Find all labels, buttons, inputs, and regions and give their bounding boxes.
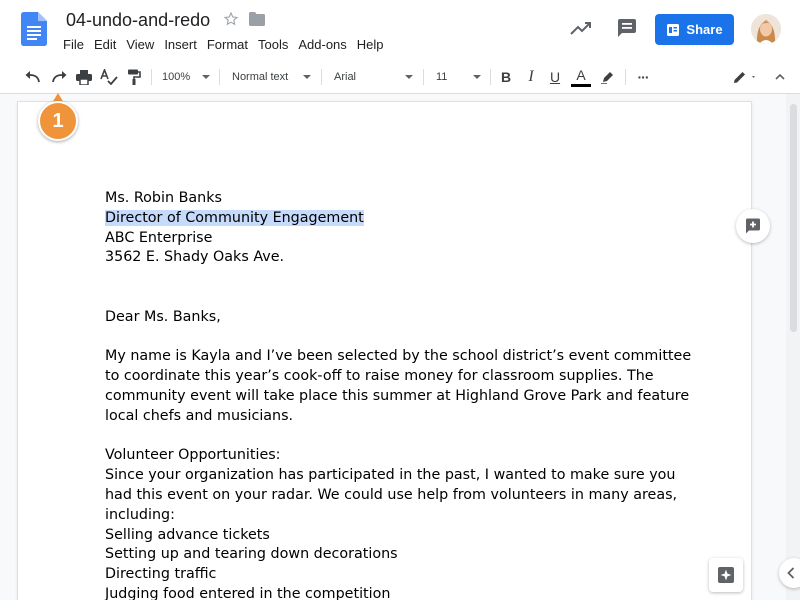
more-options-label: ··· (637, 69, 649, 85)
menu-tools[interactable]: Tools (258, 37, 289, 52)
paragraph-style-select[interactable] (232, 60, 314, 94)
underline-button[interactable] (544, 60, 566, 94)
side-panel-toggle[interactable] (779, 558, 800, 588)
menu-add-ons[interactable]: Add-ons (298, 37, 347, 52)
doc-blank-line (105, 268, 685, 288)
doc-line: My name is Kayla and I’ve been selected by the school district’s event committee (105, 348, 692, 365)
doc-line: Directing traffic (105, 566, 217, 583)
doc-line: Dear Ms. Banks, (105, 308, 221, 325)
spellcheck-icon[interactable] (98, 60, 120, 94)
editing-mode-button[interactable] (728, 60, 762, 94)
italic-label: I (528, 68, 534, 85)
highlight-pen-icon[interactable] (597, 60, 619, 94)
doc-line: to coordinate this year’s cook-off to raise money for classroom supplies. The (105, 368, 654, 385)
text-color-label: A (576, 66, 586, 83)
document-body[interactable] (105, 189, 692, 600)
doc-line: ABC Enterprise (105, 229, 213, 246)
font-size-value: 11 (436, 71, 448, 83)
print-icon[interactable] (73, 60, 95, 94)
bold-label: B (500, 69, 512, 85)
doc-line: Judging food entered in the competition (105, 585, 391, 600)
menu-edit[interactable]: Edit (93, 37, 117, 52)
doc-line: Setting up and tearing down decorations (105, 546, 398, 563)
menu-view[interactable]: View (126, 37, 155, 52)
redo-icon[interactable] (48, 60, 70, 94)
doc-line: Ms. Robin Banks (105, 190, 222, 206)
doc-line-selected (105, 209, 685, 229)
undo-icon[interactable] (22, 60, 44, 94)
font-family-select[interactable] (334, 60, 416, 94)
zoom-value: 100% (162, 71, 191, 83)
doc-blank-line (105, 427, 685, 447)
chevron-left-icon (787, 567, 795, 579)
doc-line: Volunteer Opportunities: (105, 447, 281, 464)
doc-blank-line (105, 288, 685, 308)
paragraph-style-value: Normal text (232, 71, 289, 83)
comment-history-icon[interactable] (617, 19, 637, 37)
document-page[interactable] (18, 102, 751, 600)
doc-line: community event will take place this summer at Highland Grove Park and feature (105, 387, 690, 404)
doc-blank-line (105, 328, 685, 348)
text-selection[interactable]: Director of Community Engagement (105, 209, 364, 226)
add-comment-icon (745, 218, 761, 234)
share-button[interactable] (655, 14, 734, 45)
share-label: Share (686, 22, 723, 37)
star-icon[interactable] (223, 11, 239, 27)
underline-label: U (549, 69, 561, 85)
text-color-swatch (571, 84, 591, 87)
zoom-select[interactable] (162, 60, 214, 94)
doc-line: had this event on your radar. We could use help from volunteers in many areas, (105, 486, 678, 503)
google-docs-logo[interactable] (21, 12, 47, 46)
explore-button[interactable] (709, 558, 743, 592)
menu-insert[interactable]: Insert (164, 37, 197, 52)
paint-format-icon[interactable] (123, 60, 145, 94)
step-callout-badge: 1 (38, 101, 78, 141)
avatar[interactable] (751, 14, 781, 44)
doc-line: including: (105, 506, 175, 523)
scrollbar-thumb[interactable] (790, 104, 797, 332)
document-title[interactable]: 04-undo-and-redo (66, 10, 211, 30)
add-comment-button[interactable] (736, 209, 770, 243)
explore-icon (717, 566, 735, 584)
lock-icon (666, 23, 680, 37)
bold-button[interactable] (495, 60, 517, 94)
formatting-toolbar (0, 60, 800, 94)
activity-dashboard-icon[interactable] (570, 20, 592, 36)
app-header (0, 0, 800, 60)
doc-line: Selling advance tickets (105, 526, 270, 543)
font-size-select[interactable] (436, 60, 484, 94)
doc-line: Since your organization has participated in the past, I wanted to make sure you (105, 467, 676, 484)
text-color-button[interactable] (569, 60, 593, 94)
menu-bar (58, 36, 389, 53)
menu-help[interactable]: Help (356, 37, 384, 52)
doc-line: local chefs and musicians. (105, 407, 294, 424)
folder-icon[interactable] (249, 12, 265, 26)
font-family-value: Arial (334, 71, 357, 83)
collapse-menus-icon[interactable] (773, 60, 787, 94)
doc-line: 3562 E. Shady Oaks Ave. (105, 249, 285, 266)
more-options-icon[interactable] (632, 60, 654, 94)
italic-button[interactable] (520, 60, 542, 94)
menu-format[interactable]: Format (206, 37, 248, 52)
menu-file[interactable]: File (63, 37, 84, 52)
pencil-icon (733, 70, 757, 84)
